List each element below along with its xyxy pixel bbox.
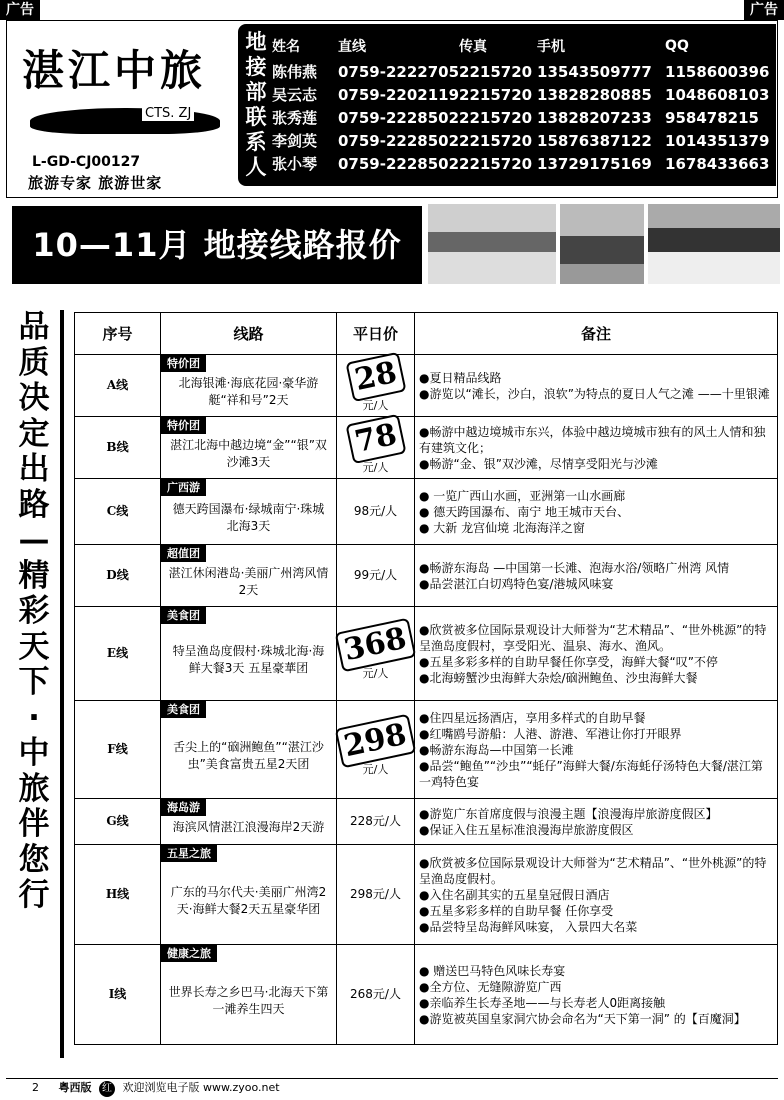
note-line: ●畅游“金、银”双沙滩，尽情享受阳光与沙滩 <box>419 456 658 471</box>
route-tag: 广西游 <box>161 479 206 496</box>
note-line: ● 赠送巴马特色风味长寿宴 <box>419 963 566 978</box>
table-header-price: 平日价 <box>337 313 415 355</box>
table-row <box>75 417 778 479</box>
notes-cell <box>415 799 778 845</box>
contact-fax: 2215720 <box>459 131 533 150</box>
contact-panel <box>238 24 776 186</box>
contact-mobile: 15876387122 <box>537 131 652 150</box>
line-id: C线 <box>75 479 161 545</box>
note-line: ● 德天跨国瀑布、南宁 地王城市天台、 <box>419 504 630 519</box>
table-header-route: 线路 <box>161 313 337 355</box>
logo-title: 湛江中旅 <box>22 46 207 95</box>
route-cell <box>161 545 337 607</box>
price-cell <box>337 945 415 1045</box>
price-value: 98元/人 <box>353 504 398 518</box>
note-line: ●住四星远扬酒店，享用多样式的自助早餐 <box>419 710 646 725</box>
contact-qq: 1678433663 <box>665 154 770 173</box>
table-row <box>75 479 778 545</box>
slogan-char: 旅 <box>18 770 50 807</box>
notes-cell <box>415 845 778 945</box>
contact-side-label: 地接部联系人 <box>245 30 267 179</box>
route-name: 湛江北海中越边境“金”“银”双沙滩3天 <box>170 437 327 469</box>
slogan-char: 路 <box>18 486 50 523</box>
table-header-notes: 备注 <box>415 313 778 355</box>
price-table <box>74 312 778 1045</box>
route-name: 湛江休闲港岛·美丽广州湾风情2天 <box>168 565 329 597</box>
beach-photo <box>428 204 556 284</box>
line-id: G线 <box>75 799 161 845</box>
line-id: B线 <box>75 417 161 479</box>
contact-name: 张小琴 <box>272 155 318 173</box>
note-line: ● 大新 龙宫仙境 北海海洋之窗 <box>419 520 585 535</box>
route-tag: 美食团 <box>161 701 206 718</box>
slogan-char: 行 <box>18 877 50 913</box>
note-line: ●北海螃蟹沙虫海鲜大杂烩/硇洲鲍鱼、沙虫海鲜大餐 <box>419 670 698 685</box>
price-cell <box>337 845 415 945</box>
route-cell <box>161 945 337 1045</box>
contact-mobile: 13729175169 <box>537 154 652 173</box>
slogan-char: 出 <box>18 451 50 487</box>
price-cell <box>337 417 415 479</box>
route-name: 北海银滩·海底花园·豪华游艇“祥和号”2天 <box>178 375 319 407</box>
vertical-slogan <box>8 310 64 1058</box>
route-tag: 健康之旅 <box>161 945 217 962</box>
contact-fax: 2215720 <box>459 154 533 173</box>
contact-qq: 1048608103 <box>665 85 770 104</box>
price-unit: 元/人 <box>362 667 389 680</box>
price-value: 99元/人 <box>353 568 398 582</box>
contact-row <box>272 83 774 106</box>
contact-direct: 0759-2228502 <box>338 131 460 150</box>
slogan-char: 您 <box>18 841 50 878</box>
route-cell <box>161 479 337 545</box>
table-row <box>75 607 778 701</box>
contact-row <box>272 60 774 83</box>
route-cell <box>161 355 337 417</box>
contact-direct: 0759-2228502 <box>338 108 460 127</box>
footer <box>6 1078 778 1096</box>
note-line: ●入住名副其实的五星皇冠假日酒店 <box>419 887 610 902</box>
line-id: F线 <box>75 701 161 799</box>
contact-name: 李剑英 <box>272 132 318 150</box>
table-row <box>75 945 778 1045</box>
notes-cell <box>415 355 778 417</box>
note-line: ●红嘴鸥号游船：人港、游港、军港让你打开眼界 <box>419 726 682 741</box>
note-line: ●欣赏被多位国际景观设计大师誉为“艺术精品”、“世外桃源”的特呈渔岛度假村，享受阳光、温泉、海水、渔风。 <box>419 622 767 653</box>
contact-row <box>272 106 774 129</box>
route-cell <box>161 845 337 945</box>
notes-cell <box>415 607 778 701</box>
contact-name: 张秀莲 <box>272 109 318 127</box>
route-tag: 特价团 <box>161 417 206 434</box>
contact-mobile: 13543509777 <box>537 62 652 81</box>
price-cell <box>337 701 415 799</box>
contact-qq: 958478215 <box>665 108 759 127</box>
table-row <box>75 701 778 799</box>
contact-header-name: 姓名 <box>272 39 300 55</box>
contact-header-qq: QQ <box>665 38 689 54</box>
note-line: ●五星多彩多样的自助早餐 任你享受 <box>419 903 614 918</box>
table-row <box>75 545 778 607</box>
route-tag: 海岛游 <box>161 799 206 816</box>
note-line: ●畅游中越边境城市东兴，体验中越边境城市独有的风土人情和独有建筑文化； <box>419 424 766 455</box>
bay-photo <box>560 204 644 284</box>
slogan-char: 质 <box>18 344 50 381</box>
contact-row <box>272 152 774 175</box>
route-tag: 特价团 <box>161 355 206 372</box>
note-line: ●全方位、无缝隙游览广西 <box>419 979 562 994</box>
contact-mobile: 13828207233 <box>537 108 652 127</box>
price-unit: 元/人 <box>362 763 389 776</box>
footer-logo: 红 <box>99 1081 115 1097</box>
line-id: A线 <box>75 355 161 417</box>
price-cell <box>337 355 415 417</box>
slogan-char: 定 <box>18 415 50 452</box>
table-row <box>75 355 778 417</box>
price-value: 228元/人 <box>350 814 401 828</box>
notes-cell <box>415 479 778 545</box>
slogan-char: — <box>18 522 50 558</box>
note-line: ●品尝湛江白切鸡特色宴/港城风味宴 <box>419 576 614 591</box>
note-line: ●亲临养生长寿圣地——与长寿老人0距离接触 <box>419 995 666 1010</box>
note-line: ●夏日精品线路 <box>419 370 502 385</box>
line-id: H线 <box>75 845 161 945</box>
note-line: ●品尝特呈岛海鲜风味宴， 入景四大名菜 <box>419 919 638 934</box>
contact-fax: 2215720 <box>459 108 533 127</box>
note-line: ●游览被英国皇家洞穴协会命名为“天下第一洞” 的【百魔洞】 <box>419 1011 746 1026</box>
notes-cell <box>415 417 778 479</box>
contact-name: 陈伟燕 <box>272 63 318 81</box>
slogan-char: 中 <box>18 735 50 771</box>
price-cell <box>337 799 415 845</box>
route-tag: 美食团 <box>161 607 206 624</box>
slogan-char: 彩 <box>18 593 50 629</box>
slogan-char: 下 <box>18 664 50 700</box>
edition-label: 粤西版 <box>58 1081 92 1094</box>
table-header-id: 序号 <box>75 313 161 355</box>
contact-fax: 2215720 <box>459 62 533 81</box>
contact-direct: 0759-2228502 <box>338 154 460 173</box>
contact-direct: 0759-2202119 <box>338 85 460 104</box>
waterfall-photo <box>648 204 780 284</box>
slogan-char: 精 <box>18 557 50 594</box>
logo-subtitle: CTS. ZJ <box>142 106 194 121</box>
contact-header-direct: 直线 <box>338 39 366 55</box>
contact-header-fax: 传真 <box>459 39 488 55</box>
route-name: 特呈渔岛度假村·珠城北海·海鲜大餐3天 五星豪華团 <box>172 643 325 675</box>
contact-row <box>272 129 774 152</box>
contact-qq: 1158600396 <box>665 62 770 81</box>
slogan-char: 品 <box>18 309 50 345</box>
price-cell <box>337 607 415 701</box>
route-name: 广东的马尔代夫·美丽广州湾2天·海鲜大餐2天五星豪华团 <box>170 884 327 916</box>
price-value: 368 <box>335 618 416 673</box>
page-number: 2 <box>32 1081 39 1094</box>
note-line: ●游览以“滩长，沙白，浪软”为特点的夏日人气之滩 ——十里银滩 <box>419 386 770 401</box>
note-line: ● 一览广西山水画，亚洲第一山水画廊 <box>419 488 626 503</box>
price-cell <box>337 479 415 545</box>
notes-cell <box>415 701 778 799</box>
line-id: I线 <box>75 945 161 1045</box>
logo-area <box>12 32 232 192</box>
note-line: ●畅游东海岛—中国第一长滩 <box>419 742 574 757</box>
price-unit: 元/人 <box>362 399 389 412</box>
slogan-char: · <box>28 699 40 736</box>
route-tag: 五星之旅 <box>161 845 217 862</box>
price-value: 298元/人 <box>350 887 401 901</box>
route-cell <box>161 607 337 701</box>
ad-label-left: 广告 <box>0 0 40 20</box>
slogan-char: 决 <box>18 380 50 416</box>
page-title: 10—11月 地接线路报价 <box>12 206 422 284</box>
contact-direct: 0759-2222705 <box>338 62 460 81</box>
price-value: 298 <box>335 714 416 769</box>
slogan-char: 伴 <box>18 806 50 842</box>
contact-mobile: 13828280885 <box>537 85 652 104</box>
price-unit: 元/人 <box>362 461 389 474</box>
line-id: D线 <box>75 545 161 607</box>
slogan-char: 天 <box>18 628 50 665</box>
note-line: ●游览广东首席度假与浪漫主题【浪漫海岸旅游度假区】 <box>419 806 718 821</box>
note-line: ●保证入住五星标准浪漫海岸旅游度假区 <box>419 822 634 837</box>
notes-cell <box>415 945 778 1045</box>
route-name: 舌尖上的“硇洲鲍鱼”“湛江沙虫”美食富贵五星2天团 <box>173 739 324 771</box>
table-row <box>75 845 778 945</box>
contact-header-mobile: 手机 <box>537 39 566 55</box>
route-name: 德天跨国瀑布·绿城南宁·珠城北海3天 <box>172 501 325 533</box>
note-line: ●五星多彩多样的自助早餐任你享受，海鲜大餐“叹”不停 <box>419 654 718 669</box>
footer-text: 欢迎浏览电子版 www.zyoo.net <box>122 1081 280 1094</box>
route-cell <box>161 799 337 845</box>
ad-label-right: 广告 <box>744 0 784 20</box>
price-cell <box>337 545 415 607</box>
contact-qq: 1014351379 <box>665 131 770 150</box>
price-value: 28 <box>345 352 406 402</box>
price-value: 268元/人 <box>350 987 401 1001</box>
route-cell <box>161 417 337 479</box>
note-line: ●畅游东海岛 —中国第一长滩、泡海水浴/领略广州湾 风情 <box>419 560 730 575</box>
line-id: E线 <box>75 607 161 701</box>
license-number: L-GD-CJ00127 <box>32 154 141 170</box>
route-name: 海滨风情湛江浪漫海岸2天游 <box>172 820 325 834</box>
route-name: 世界长寿之乡巴马·北海天下第一滩养生四天 <box>168 984 329 1016</box>
notes-cell <box>415 545 778 607</box>
price-value: 78 <box>345 414 406 464</box>
contact-name: 吴云志 <box>272 86 318 104</box>
note-line: ●品尝“鲍鱼”“沙虫”“蚝仔”海鲜大餐/东海蚝仔汤特色大餐/湛江第一鸡特色宴 <box>419 758 763 789</box>
contact-fax: 2215720 <box>459 85 533 104</box>
route-cell <box>161 701 337 799</box>
table-row <box>75 799 778 845</box>
route-tag: 超值团 <box>161 545 206 562</box>
note-line: ●欣赏被多位国际景观设计大师誉为“艺术精品”、“世外桃源”的特呈渔岛度假村。 <box>419 855 767 886</box>
contact-table <box>272 36 774 175</box>
logo-slogan: 旅游专家 旅游世家 <box>28 174 163 192</box>
